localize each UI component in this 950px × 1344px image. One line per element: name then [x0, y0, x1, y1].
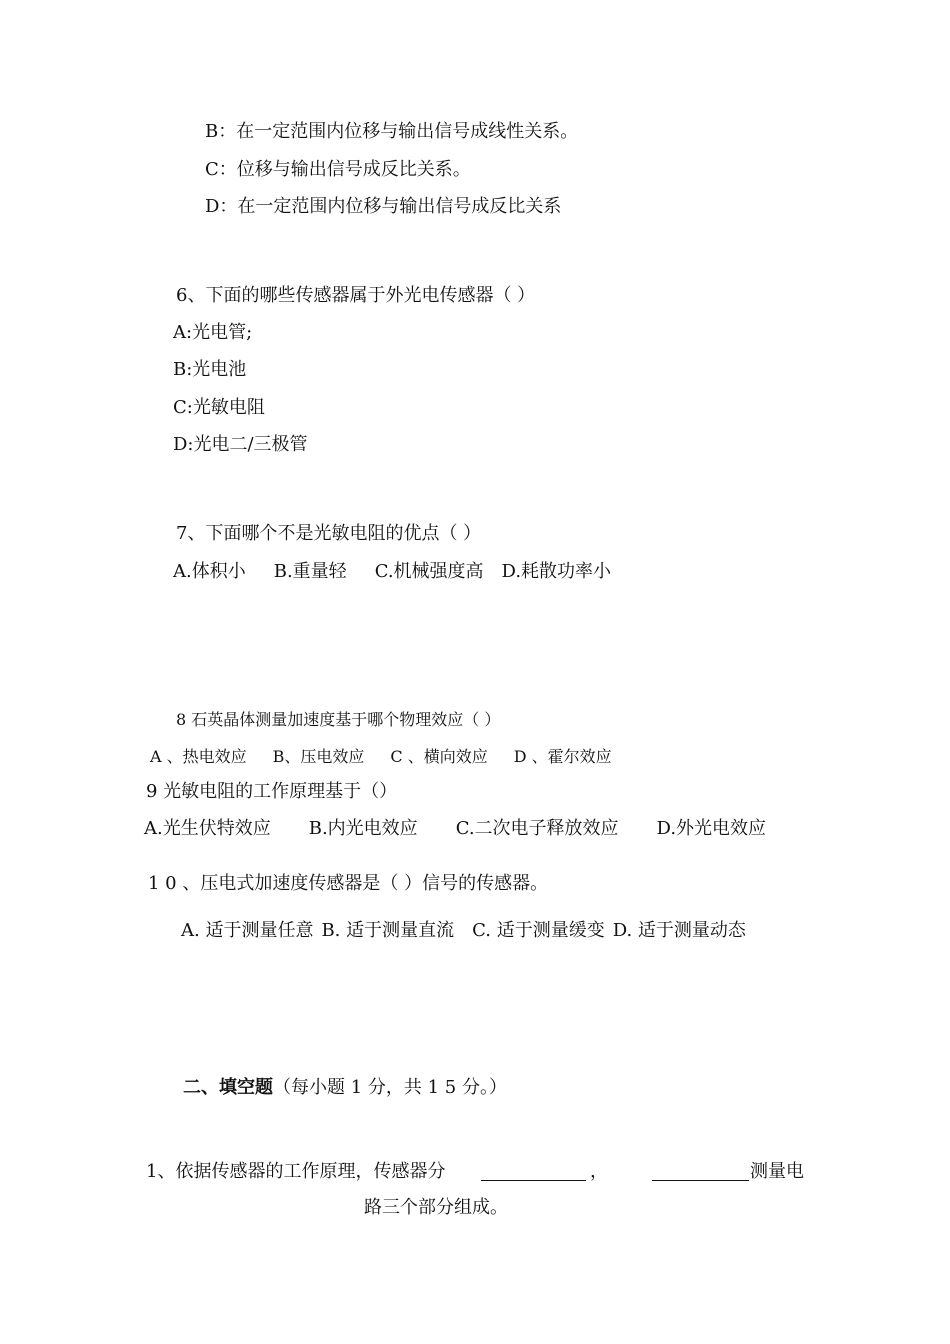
q10-option-b: B. 适于测量直流	[321, 920, 455, 941]
fill1-blank-1[interactable]	[481, 1162, 586, 1181]
q5-option-b: B：在一定范围内位移与输出信号成线性关系。	[205, 121, 579, 142]
q8-options	[150, 746, 612, 768]
q7-option-d: D.耗散功率小	[501, 561, 612, 582]
q10-options	[181, 920, 746, 942]
q6-option-d: D:光电二/三极管	[173, 434, 308, 455]
q9-option-c: C.二次电子释放效应	[455, 818, 619, 839]
q7-options	[173, 561, 611, 583]
q7-option-a: A.体积小	[173, 561, 246, 582]
q10-option-a: A. 适于测量任意	[181, 920, 314, 941]
q8-option-b: B、压电效应	[272, 747, 365, 766]
fill1-line2: 路三个部分组成。	[364, 1197, 508, 1218]
q10-option-d: D. 适于测量动态	[612, 920, 746, 941]
q9-option-b: B.内光电效应	[308, 818, 418, 839]
q9-stem: 9 光敏电阻的工作原理基于（）	[146, 781, 398, 802]
q8-option-d: D 、霍尔效应	[513, 747, 612, 766]
q8-stem: 8 石英晶体测量加速度基于哪个物理效应（ ）	[176, 710, 501, 729]
q7-option-b: B.重量轻	[273, 561, 347, 582]
fill1-suffix: 测量电	[750, 1161, 804, 1182]
q8-option-a: A 、热电效应	[150, 747, 247, 766]
q9-options	[144, 818, 766, 840]
q6-option-c: C:光敏电阻	[173, 397, 265, 418]
q6-stem: 6、下面的哪些传感器属于外光电传感器（ ）	[176, 285, 536, 306]
q6-option-a: A:光电管;	[173, 322, 253, 343]
q10-option-c: C. 适于测量缓变	[472, 920, 605, 941]
q7-option-c: C.机械强度高	[374, 561, 484, 582]
q5-option-d: D：在一定范围内位移与输出信号成反比关系	[205, 196, 562, 217]
q9-option-d: D.外光电效应	[656, 818, 767, 839]
section2-note: （每小题 1 分，共 1 5 分。）	[273, 1077, 507, 1098]
q6-option-b: B:光电池	[173, 359, 247, 380]
q8-option-c: C 、横向效应	[390, 747, 488, 766]
fill1-prefix: 1、依据传感器的工作原理，传感器分	[146, 1161, 446, 1182]
q9-option-a: A.光生伏特效应	[144, 818, 271, 839]
fill1-blank-2[interactable]	[652, 1162, 749, 1181]
section2-title: 二、填空题	[183, 1077, 273, 1098]
section2-heading	[183, 1077, 507, 1099]
q10-stem: 1 0 、压电式加速度传感器是（ ）信号的传感器。	[148, 873, 549, 894]
q5-option-c: C：位移与输出信号成反比关系。	[205, 159, 471, 180]
q7-stem: 7、下面哪个不是光敏电阻的优点（ ）	[176, 523, 482, 544]
fill1-comma: ，	[590, 1161, 608, 1182]
